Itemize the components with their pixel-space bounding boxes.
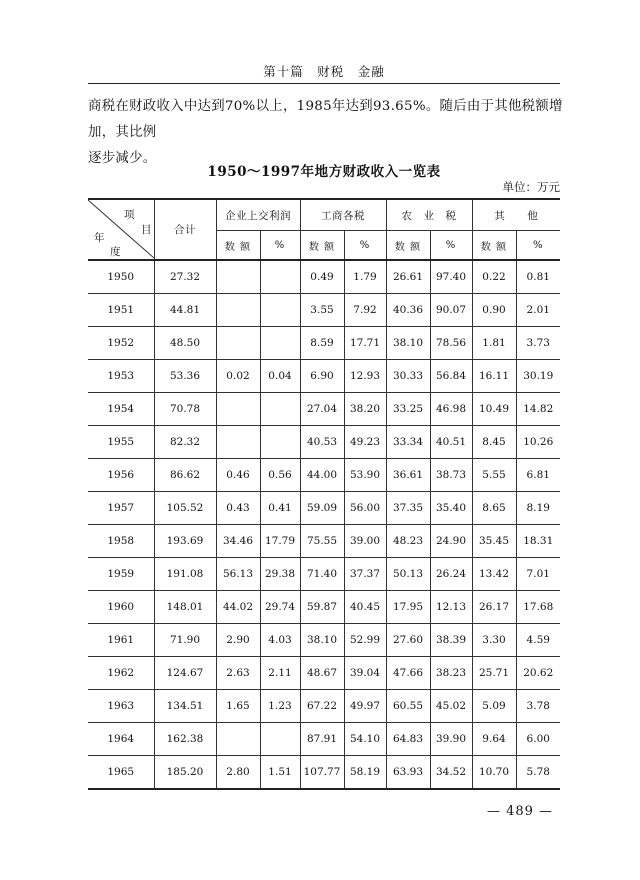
cell-other-amount: 10.49 bbox=[472, 393, 516, 426]
cell-enterprise-amount: 1.65 bbox=[216, 690, 260, 723]
cell-agriculture-percent: 78.56 bbox=[430, 327, 472, 360]
header-row-groups bbox=[88, 199, 560, 231]
table-row bbox=[88, 624, 560, 657]
cell-industry-amount: 3.55 bbox=[300, 294, 344, 327]
cell-agriculture-percent: 24.90 bbox=[430, 525, 472, 558]
cell-enterprise-percent: 0.04 bbox=[260, 360, 300, 393]
cell-enterprise-percent bbox=[260, 393, 300, 426]
cell-other-amount: 1.81 bbox=[472, 327, 516, 360]
corner-header bbox=[88, 199, 154, 260]
cell-agriculture-amount: 26.61 bbox=[386, 260, 430, 294]
cell-agriculture-amount: 27.60 bbox=[386, 624, 430, 657]
cell-industry-percent: 49.23 bbox=[344, 426, 386, 459]
cell-industry-percent: 39.04 bbox=[344, 657, 386, 690]
cell-enterprise-amount: 34.46 bbox=[216, 525, 260, 558]
cell-enterprise-amount: 56.13 bbox=[216, 558, 260, 591]
table-row bbox=[88, 525, 560, 558]
cell-agriculture-amount: 47.66 bbox=[386, 657, 430, 690]
cell-agriculture-amount: 37.35 bbox=[386, 492, 430, 525]
cell-total: 70.78 bbox=[154, 393, 216, 426]
cell-other-percent: 3.73 bbox=[516, 327, 560, 360]
cell-year: 1953 bbox=[88, 360, 154, 393]
table-row bbox=[88, 459, 560, 492]
header-rule bbox=[88, 83, 560, 84]
cell-enterprise-amount: 0.43 bbox=[216, 492, 260, 525]
cell-agriculture-amount: 17.95 bbox=[386, 591, 430, 624]
cell-total: 48.50 bbox=[154, 327, 216, 360]
cell-enterprise-percent: 1.23 bbox=[260, 690, 300, 723]
cell-enterprise-percent: 1.51 bbox=[260, 756, 300, 790]
cell-enterprise-amount: 0.02 bbox=[216, 360, 260, 393]
cell-other-percent: 20.62 bbox=[516, 657, 560, 690]
cell-industry-amount: 38.10 bbox=[300, 624, 344, 657]
cell-agriculture-amount: 33.25 bbox=[386, 393, 430, 426]
header-industry: 工商各税 bbox=[300, 199, 386, 231]
cell-industry-percent: 58.19 bbox=[344, 756, 386, 790]
cell-other-amount: 5.55 bbox=[472, 459, 516, 492]
cell-other-amount: 5.09 bbox=[472, 690, 516, 723]
corner-label-nian: 年 bbox=[94, 232, 105, 244]
subheader-amount: 数 额 bbox=[386, 231, 430, 261]
table-row bbox=[88, 426, 560, 459]
cell-other-amount: 26.17 bbox=[472, 591, 516, 624]
cell-agriculture-percent: 46.98 bbox=[430, 393, 472, 426]
table-body bbox=[88, 260, 560, 789]
cell-year: 1963 bbox=[88, 690, 154, 723]
cell-enterprise-amount: 2.80 bbox=[216, 756, 260, 790]
cell-industry-percent: 12.93 bbox=[344, 360, 386, 393]
cell-year: 1957 bbox=[88, 492, 154, 525]
cell-agriculture-percent: 90.07 bbox=[430, 294, 472, 327]
cell-year: 1958 bbox=[88, 525, 154, 558]
cell-industry-amount: 59.09 bbox=[300, 492, 344, 525]
table-row bbox=[88, 327, 560, 360]
cell-enterprise-amount bbox=[216, 260, 260, 294]
cell-other-percent: 5.78 bbox=[516, 756, 560, 790]
cell-agriculture-amount: 38.10 bbox=[386, 327, 430, 360]
cell-year: 1954 bbox=[88, 393, 154, 426]
cell-industry-percent: 1.79 bbox=[344, 260, 386, 294]
revenue-table bbox=[88, 198, 560, 790]
cell-industry-percent: 53.90 bbox=[344, 459, 386, 492]
cell-total: 105.52 bbox=[154, 492, 216, 525]
cell-agriculture-amount: 40.36 bbox=[386, 294, 430, 327]
cell-other-percent: 6.00 bbox=[516, 723, 560, 756]
table-row bbox=[88, 558, 560, 591]
cell-enterprise-percent bbox=[260, 723, 300, 756]
cell-industry-percent: 39.00 bbox=[344, 525, 386, 558]
cell-agriculture-percent: 12.13 bbox=[430, 591, 472, 624]
cell-enterprise-percent bbox=[260, 327, 300, 360]
cell-agriculture-percent: 97.40 bbox=[430, 260, 472, 294]
table-row bbox=[88, 591, 560, 624]
table-row bbox=[88, 260, 560, 294]
cell-agriculture-percent: 39.90 bbox=[430, 723, 472, 756]
table-row bbox=[88, 690, 560, 723]
cell-agriculture-percent: 40.51 bbox=[430, 426, 472, 459]
subheader-percent: % bbox=[260, 231, 300, 261]
cell-other-percent: 0.81 bbox=[516, 260, 560, 294]
cell-other-amount: 0.22 bbox=[472, 260, 516, 294]
cell-total: 148.01 bbox=[154, 591, 216, 624]
cell-industry-percent: 54.10 bbox=[344, 723, 386, 756]
cell-agriculture-percent: 38.73 bbox=[430, 459, 472, 492]
cell-other-percent: 10.26 bbox=[516, 426, 560, 459]
cell-total: 162.38 bbox=[154, 723, 216, 756]
cell-enterprise-amount: 2.63 bbox=[216, 657, 260, 690]
cell-year: 1961 bbox=[88, 624, 154, 657]
header-agriculture: 农 业 税 bbox=[386, 199, 472, 231]
cell-year: 1962 bbox=[88, 657, 154, 690]
cell-other-percent: 2.01 bbox=[516, 294, 560, 327]
cell-industry-percent: 49.97 bbox=[344, 690, 386, 723]
cell-agriculture-percent: 26.24 bbox=[430, 558, 472, 591]
cell-total: 193.69 bbox=[154, 525, 216, 558]
cell-enterprise-amount bbox=[216, 393, 260, 426]
cell-other-percent: 6.81 bbox=[516, 459, 560, 492]
cell-enterprise-percent: 4.03 bbox=[260, 624, 300, 657]
cell-total: 27.32 bbox=[154, 260, 216, 294]
table-title: 1950～1997年地方财政收入一览表 bbox=[207, 164, 441, 180]
cell-total: 185.20 bbox=[154, 756, 216, 790]
cell-industry-amount: 75.55 bbox=[300, 525, 344, 558]
cell-year: 1950 bbox=[88, 260, 154, 294]
table-row bbox=[88, 657, 560, 690]
cell-other-amount: 3.30 bbox=[472, 624, 516, 657]
cell-industry-amount: 40.53 bbox=[300, 426, 344, 459]
cell-industry-amount: 44.00 bbox=[300, 459, 344, 492]
table-row bbox=[88, 294, 560, 327]
cell-other-amount: 35.45 bbox=[472, 525, 516, 558]
cell-other-percent: 4.59 bbox=[516, 624, 560, 657]
cell-industry-percent: 37.37 bbox=[344, 558, 386, 591]
subheader-percent: % bbox=[344, 231, 386, 261]
cell-total: 134.51 bbox=[154, 690, 216, 723]
table-row bbox=[88, 756, 560, 790]
cell-industry-amount: 67.22 bbox=[300, 690, 344, 723]
cell-enterprise-percent: 2.11 bbox=[260, 657, 300, 690]
header-enterprise: 企业上交利润 bbox=[216, 199, 300, 231]
cell-year: 1964 bbox=[88, 723, 154, 756]
cell-total: 82.32 bbox=[154, 426, 216, 459]
cell-industry-percent: 38.20 bbox=[344, 393, 386, 426]
cell-agriculture-percent: 34.52 bbox=[430, 756, 472, 790]
chapter-header: 第十篇 财税 金融 bbox=[263, 64, 385, 79]
corner-label-item: 项 bbox=[124, 209, 135, 221]
cell-enterprise-percent: 17.79 bbox=[260, 525, 300, 558]
cell-industry-amount: 48.67 bbox=[300, 657, 344, 690]
cell-year: 1951 bbox=[88, 294, 154, 327]
cell-agriculture-percent: 45.02 bbox=[430, 690, 472, 723]
cell-enterprise-percent: 29.74 bbox=[260, 591, 300, 624]
subheader-amount: 数 额 bbox=[472, 231, 516, 261]
cell-enterprise-percent bbox=[260, 426, 300, 459]
cell-agriculture-amount: 63.93 bbox=[386, 756, 430, 790]
corner-label-mu: 目 bbox=[141, 224, 152, 236]
cell-enterprise-amount: 0.46 bbox=[216, 459, 260, 492]
cell-other-amount: 25.71 bbox=[472, 657, 516, 690]
cell-agriculture-amount: 48.23 bbox=[386, 525, 430, 558]
cell-enterprise-percent: 29.38 bbox=[260, 558, 300, 591]
cell-enterprise-amount bbox=[216, 327, 260, 360]
cell-industry-amount: 71.40 bbox=[300, 558, 344, 591]
cell-agriculture-amount: 33.34 bbox=[386, 426, 430, 459]
cell-industry-percent: 17.71 bbox=[344, 327, 386, 360]
subheader-amount: 数 额 bbox=[300, 231, 344, 261]
cell-other-percent: 7.01 bbox=[516, 558, 560, 591]
cell-enterprise-percent bbox=[260, 260, 300, 294]
table-row bbox=[88, 360, 560, 393]
cell-industry-percent: 40.45 bbox=[344, 591, 386, 624]
cell-year: 1959 bbox=[88, 558, 154, 591]
corner-label-du: 度 bbox=[110, 246, 121, 258]
subheader-percent: % bbox=[516, 231, 560, 261]
cell-year: 1955 bbox=[88, 426, 154, 459]
cell-industry-amount: 107.77 bbox=[300, 756, 344, 790]
cell-total: 191.08 bbox=[154, 558, 216, 591]
cell-agriculture-percent: 35.40 bbox=[430, 492, 472, 525]
paragraph-line-1: 商税在财政收入中达到70%以上，1985年达到93.65%。随后由于其他税额增加，其比例 bbox=[88, 99, 563, 140]
cell-agriculture-amount: 60.55 bbox=[386, 690, 430, 723]
table-row bbox=[88, 723, 560, 756]
cell-total: 124.67 bbox=[154, 657, 216, 690]
cell-other-amount: 8.65 bbox=[472, 492, 516, 525]
cell-industry-percent: 56.00 bbox=[344, 492, 386, 525]
header-other: 其 他 bbox=[472, 199, 560, 231]
cell-industry-amount: 6.90 bbox=[300, 360, 344, 393]
cell-other-percent: 17.68 bbox=[516, 591, 560, 624]
subheader-amount: 数 额 bbox=[216, 231, 260, 261]
page-number: — 489 — bbox=[486, 804, 554, 819]
cell-industry-amount: 0.49 bbox=[300, 260, 344, 294]
cell-year: 1952 bbox=[88, 327, 154, 360]
table-row bbox=[88, 492, 560, 525]
cell-industry-percent: 7.92 bbox=[344, 294, 386, 327]
table-row bbox=[88, 393, 560, 426]
cell-agriculture-percent: 38.39 bbox=[430, 624, 472, 657]
cell-total: 53.36 bbox=[154, 360, 216, 393]
cell-enterprise-amount: 44.02 bbox=[216, 591, 260, 624]
cell-industry-amount: 27.04 bbox=[300, 393, 344, 426]
cell-other-percent: 8.19 bbox=[516, 492, 560, 525]
table-unit: 单位：万元 bbox=[502, 180, 560, 194]
cell-other-percent: 30.19 bbox=[516, 360, 560, 393]
cell-enterprise-amount bbox=[216, 426, 260, 459]
cell-total: 44.81 bbox=[154, 294, 216, 327]
cell-agriculture-percent: 38.23 bbox=[430, 657, 472, 690]
paragraph-line-2: 逐步减少。 bbox=[88, 151, 157, 166]
cell-other-amount: 10.70 bbox=[472, 756, 516, 790]
cell-industry-percent: 52.99 bbox=[344, 624, 386, 657]
cell-year: 1960 bbox=[88, 591, 154, 624]
cell-agriculture-percent: 56.84 bbox=[430, 360, 472, 393]
cell-other-percent: 3.78 bbox=[516, 690, 560, 723]
cell-enterprise-percent bbox=[260, 294, 300, 327]
cell-enterprise-amount bbox=[216, 294, 260, 327]
cell-total: 71.90 bbox=[154, 624, 216, 657]
subheader-percent: % bbox=[430, 231, 472, 261]
cell-enterprise-percent: 0.41 bbox=[260, 492, 300, 525]
cell-agriculture-amount: 64.83 bbox=[386, 723, 430, 756]
cell-agriculture-amount: 50.13 bbox=[386, 558, 430, 591]
cell-other-percent: 14.82 bbox=[516, 393, 560, 426]
cell-total: 86.62 bbox=[154, 459, 216, 492]
cell-year: 1965 bbox=[88, 756, 154, 790]
cell-enterprise-amount: 2.90 bbox=[216, 624, 260, 657]
header-total: 合计 bbox=[154, 199, 216, 260]
cell-other-amount: 16.11 bbox=[472, 360, 516, 393]
cell-other-amount: 13.42 bbox=[472, 558, 516, 591]
cell-industry-amount: 87.91 bbox=[300, 723, 344, 756]
cell-industry-amount: 59.87 bbox=[300, 591, 344, 624]
cell-enterprise-percent: 0.56 bbox=[260, 459, 300, 492]
cell-enterprise-amount bbox=[216, 723, 260, 756]
cell-other-amount: 9.64 bbox=[472, 723, 516, 756]
cell-agriculture-amount: 36.61 bbox=[386, 459, 430, 492]
cell-industry-amount: 8.59 bbox=[300, 327, 344, 360]
cell-other-amount: 0.90 bbox=[472, 294, 516, 327]
cell-other-amount: 8.45 bbox=[472, 426, 516, 459]
cell-agriculture-amount: 30.33 bbox=[386, 360, 430, 393]
cell-other-percent: 18.31 bbox=[516, 525, 560, 558]
cell-year: 1956 bbox=[88, 459, 154, 492]
